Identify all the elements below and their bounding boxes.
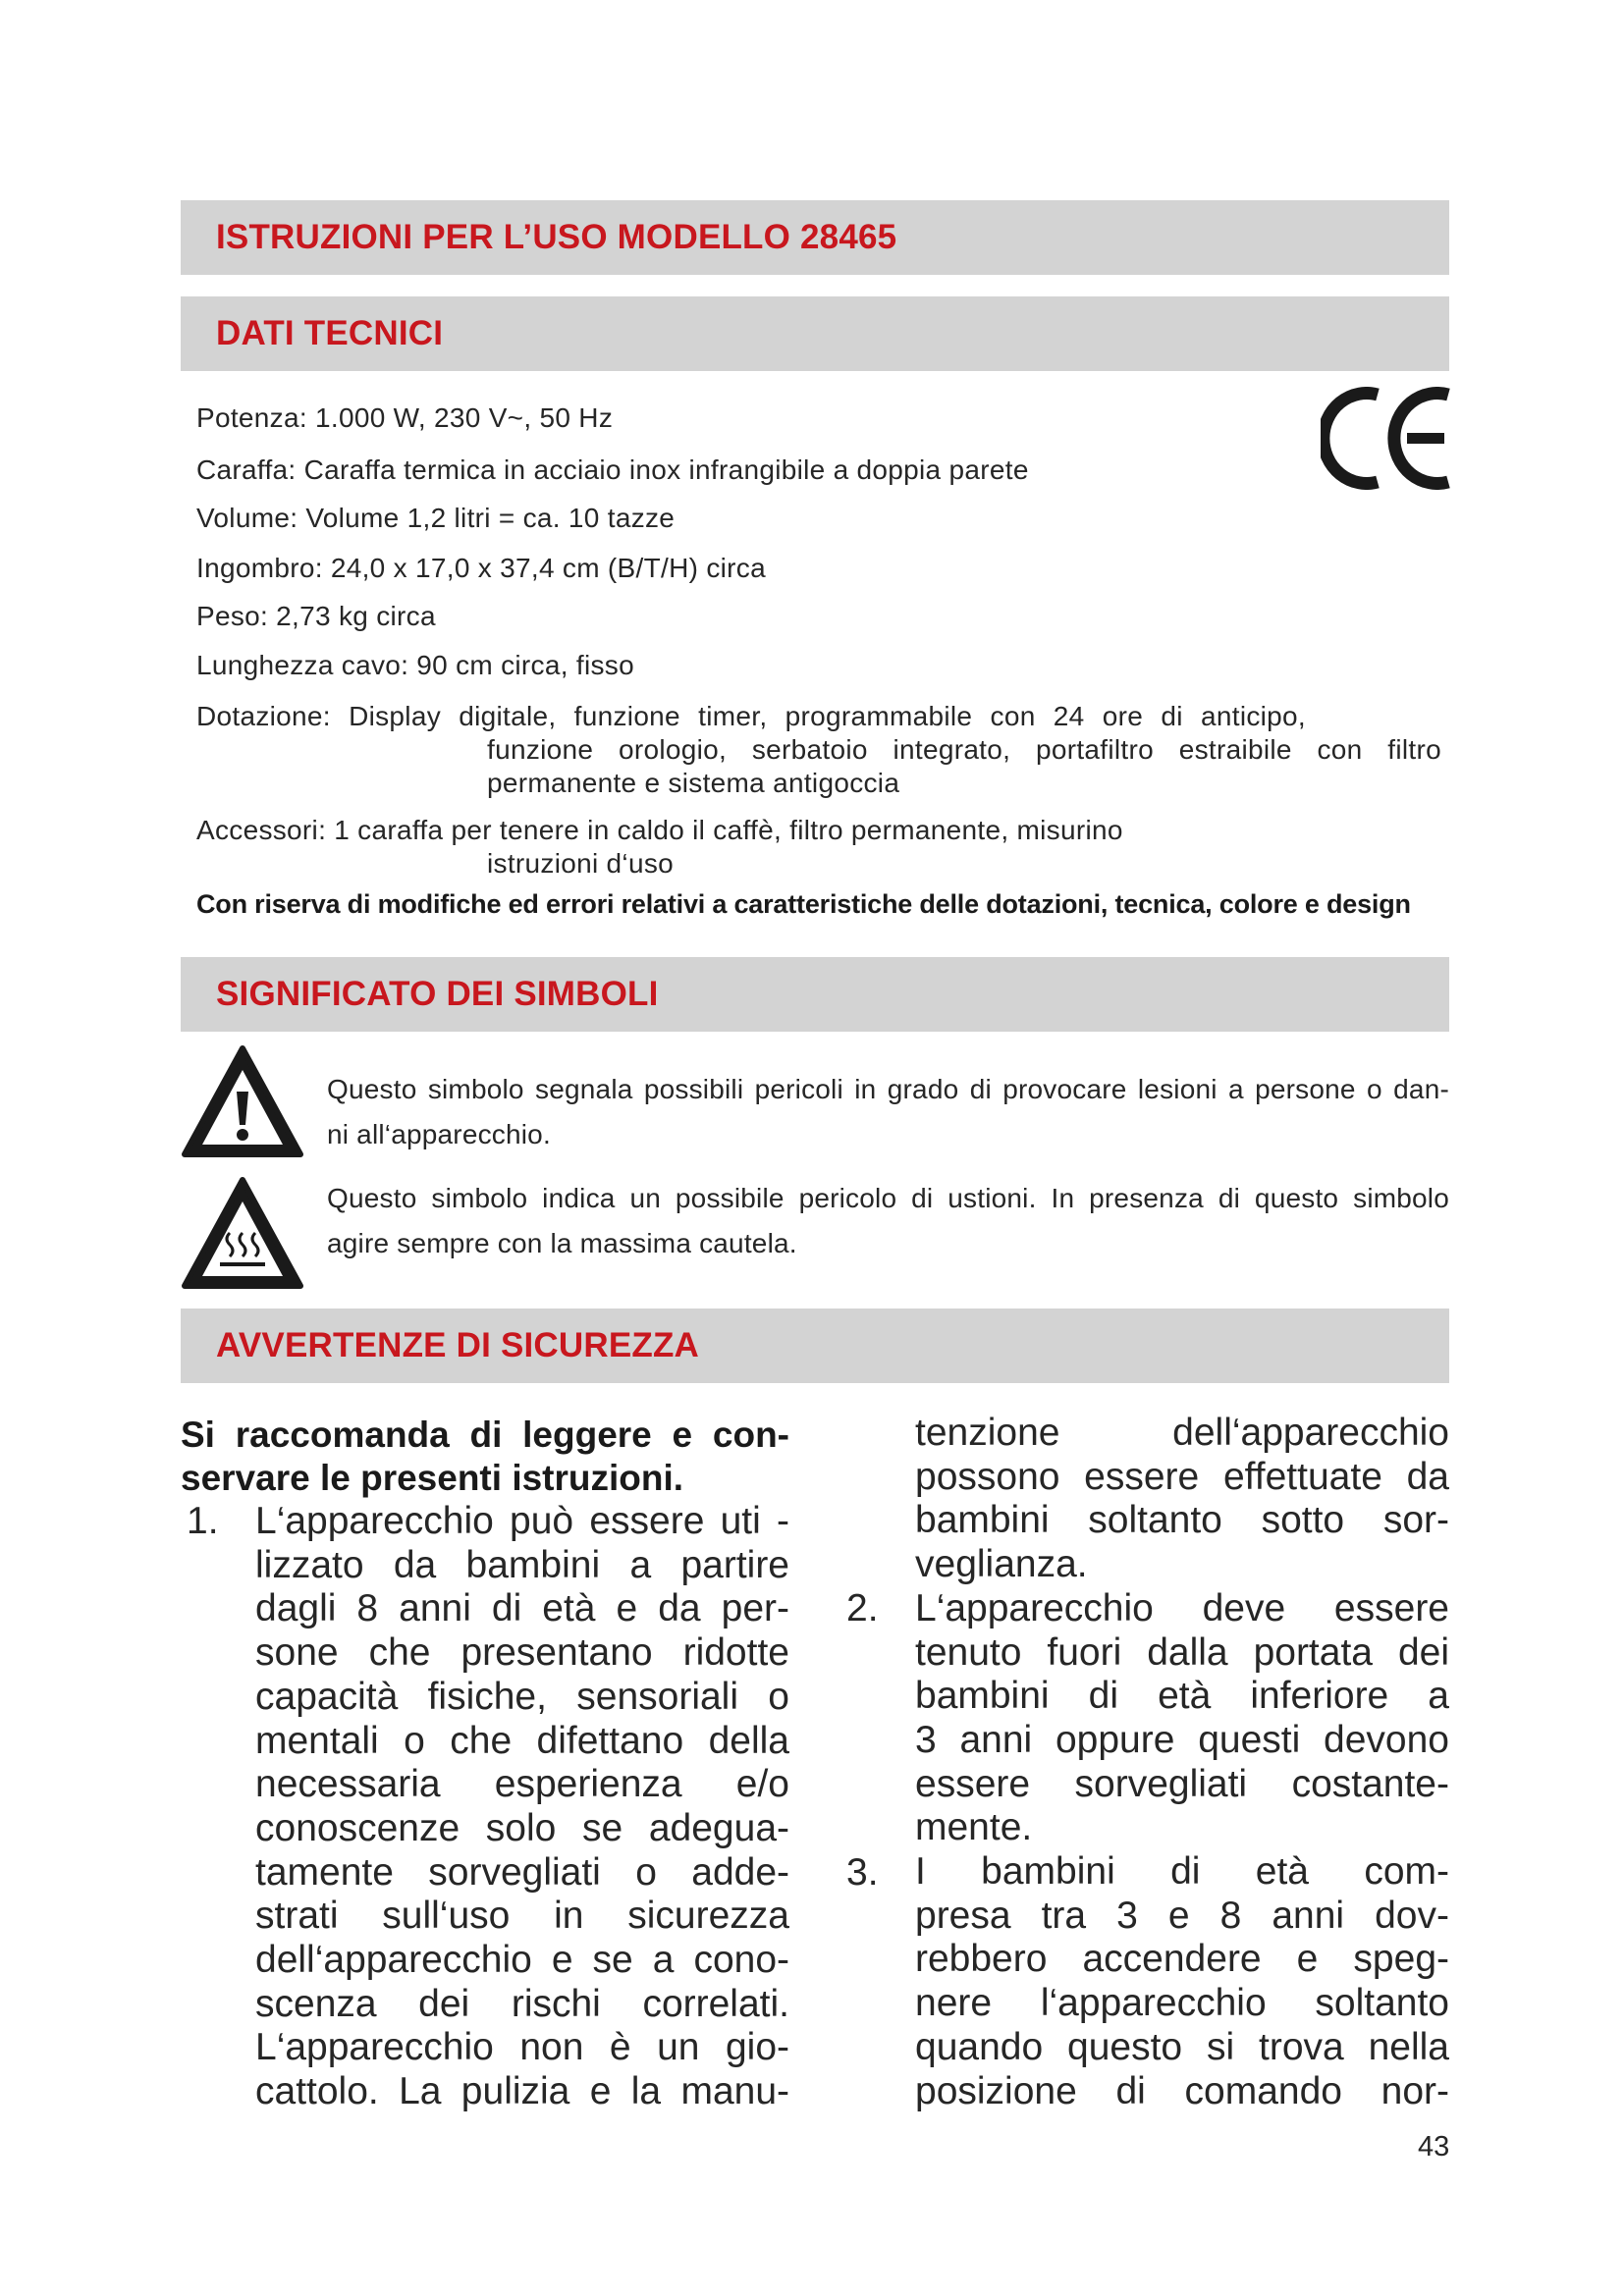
item-number-1: 1. [187, 1500, 219, 1542]
left-line: L‘apparecchio può essere uti - [255, 1500, 789, 1542]
intro-line2: servare le presenti istruzioni. [181, 1458, 684, 1498]
right-line: tenzione dell‘apparecchio [915, 1412, 1449, 1454]
right-line: bambini di età inferiore a [915, 1675, 1449, 1718]
warning-triangle-icon [181, 1044, 304, 1162]
left-line: L‘apparecchio non è un gio- [255, 2026, 789, 2069]
right-line: I bambini di età com- [915, 1850, 1449, 1894]
right-line: veglianza. [915, 1543, 1088, 1586]
right-line: possono essere effettuate da [915, 1455, 1449, 1498]
left-line: scenza dei rischi correlati. [255, 1982, 789, 2025]
safety-intro [181, 1414, 789, 1500]
right-line: essere sorvegliati costante- [915, 1762, 1449, 1805]
spec-volume: Volume: Volume 1,2 litri = ca. 10 tazze [196, 503, 676, 533]
spec-disclaimer: Con riserva di modifiche ed errori relativi a caratteristiche delle dotazioni, tecnica, colore e design [196, 889, 1411, 919]
left-line: cattolo. La pulizia e la manu- [255, 2070, 789, 2113]
safety-left-column [255, 1500, 789, 2114]
left-line: strati sull‘uso in sicurezza [255, 1895, 789, 1938]
left-line: necessaria esperienza e/o [255, 1763, 789, 1806]
spec-equipment-line3: permanente e sistema antigoccia [487, 768, 900, 798]
spec-carafe: Caraffa: Caraffa termica in acciaio inox infrangibile a doppia parete [196, 454, 1029, 485]
intro-line1: Si raccomanda di leggere e con- [181, 1415, 789, 1455]
left-line: tamente sorvegliati o adde- [255, 1850, 789, 1894]
tech-data-text: DATI TECNICI [216, 314, 444, 352]
right-line: posizione di comando nor- [915, 2069, 1449, 2112]
spec-cable: Lunghezza cavo: 90 cm circa, fisso [196, 650, 634, 680]
safety-text: AVVERTENZE DI SICUREZZA [216, 1326, 700, 1364]
right-line: presa tra 3 e 8 anni dov- [915, 1894, 1449, 1937]
right-line: 3 anni oppure questi devono [915, 1718, 1449, 1761]
page-number: 43 [1418, 2131, 1450, 2163]
right-line: rebbero accendere e speg- [915, 1938, 1449, 1981]
header-main-title [181, 200, 1449, 275]
item-number-2: 2. [846, 1587, 879, 1629]
ce-mark-icon [1321, 387, 1453, 490]
header-tech-data [181, 296, 1449, 371]
header-safety [181, 1308, 1449, 1383]
item-number-3: 3. [846, 1851, 879, 1894]
spec-accessories-line2: istruzioni d‘uso [487, 848, 674, 879]
spec-equipment-line2: funzione orologio, serbatoio integrato, portafiltro estraibile con filtro [487, 734, 1441, 765]
warning-desc-line2: ni all‘apparecchio. [327, 1119, 551, 1149]
spec-equipment-line1: Dotazione: Display digitale, funzione timer, programmabile con 24 ore di anticipo, [196, 701, 1306, 731]
right-line: L‘apparecchio deve essere [915, 1586, 1449, 1629]
right-line: bambini soltanto sotto sor- [915, 1499, 1449, 1542]
warning-symbol-desc [327, 1067, 1449, 1157]
right-line: mente. [915, 1806, 1033, 1849]
left-line: dell‘apparecchio e se a cono- [255, 1939, 789, 1982]
spec-weight: Peso: 2,73 kg circa [196, 601, 436, 631]
right-line: tenuto fuori dalla portata dei [915, 1630, 1449, 1674]
safety-right-column [915, 1412, 1449, 2113]
right-line: quando questo si trova nella [915, 2025, 1449, 2068]
left-line: conoscenze solo se adegua- [255, 1806, 789, 1849]
hot-surface-icon [181, 1176, 304, 1294]
spec-power: Potenza: 1.000 W, 230 V~, 50 Hz [196, 402, 614, 433]
warning-desc-line1: Questo simbolo segnala possibili pericoli in grado di provocare lesioni a persone o dan- [327, 1074, 1449, 1104]
left-line: mentali o che difettano della [255, 1719, 789, 1762]
header-symbols [181, 957, 1449, 1032]
hot-symbol-desc [327, 1176, 1449, 1266]
right-line: nere l‘apparecchio soltanto [915, 1982, 1449, 2025]
main-title-text: ISTRUZIONI PER L’USO MODELLO 28465 [216, 218, 897, 256]
symbols-text: SIGNIFICATO DEI SIMBOLI [216, 975, 659, 1013]
left-line: lizzato da bambini a partire [255, 1543, 789, 1586]
left-line: dagli 8 anni di età e da per- [255, 1587, 789, 1630]
left-line: sone che presentano ridotte [255, 1631, 789, 1675]
spec-dimensions: Ingombro: 24,0 x 17,0 x 37,4 cm (B/T/H) circa [196, 553, 766, 583]
left-line: capacità fisiche, sensoriali o [255, 1675, 789, 1718]
hot-desc-line2: agire sempre con la massima cautela. [327, 1228, 797, 1258]
hot-desc-line1: Questo simbolo indica un possibile pericolo di ustioni. In presenza di questo simbolo [327, 1183, 1449, 1213]
spec-accessories-line1: Accessori: 1 caraffa per tenere in caldo il caffè, filtro permanente, misurino [196, 815, 1123, 845]
